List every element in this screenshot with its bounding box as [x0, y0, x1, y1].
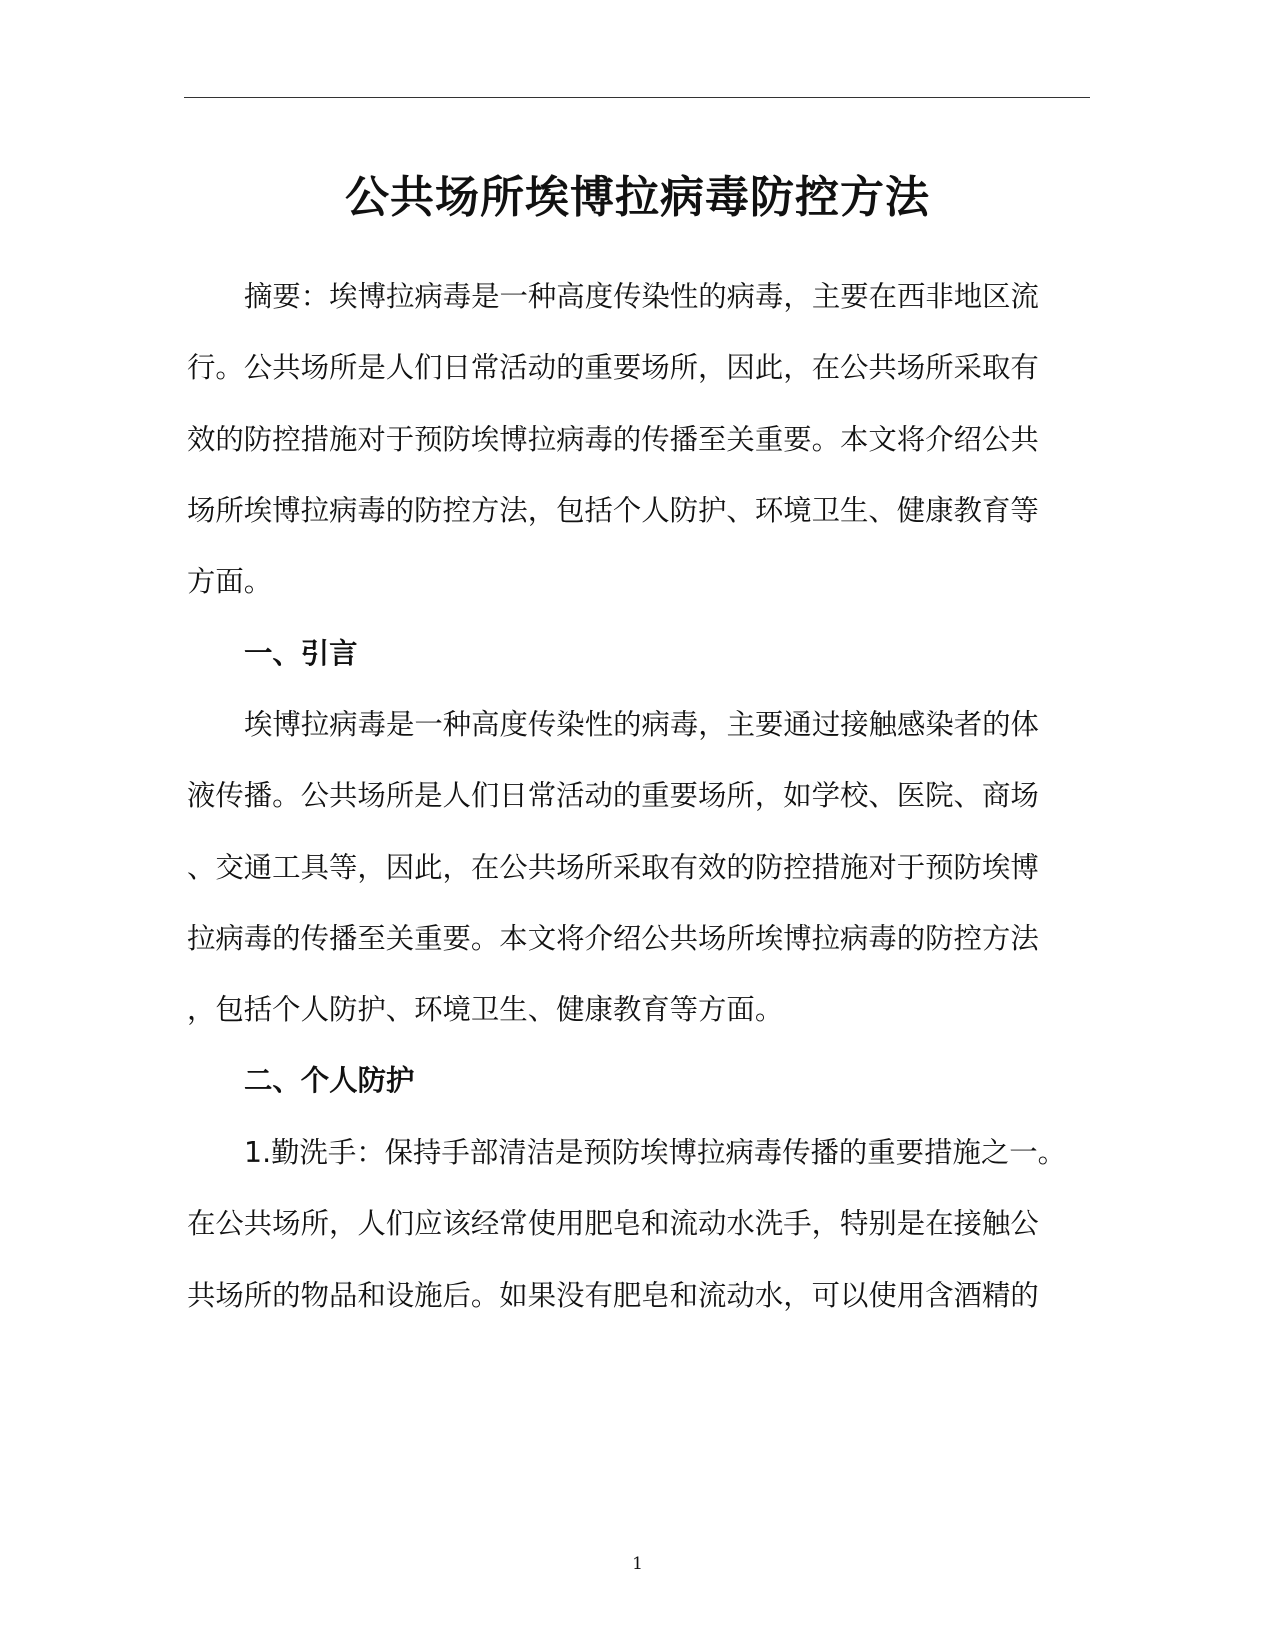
paragraph-line: 在公共场所，人们应该经常使用肥皂和流动水洗手，特别是在接触公 [187, 1207, 1039, 1240]
paragraph-line: 、交通工具等，因此，在公共场所采取有效的防控措施对于预防埃博 [187, 851, 1039, 884]
abstract-line: 行。公共场所是人们日常活动的重要场所，因此，在公共场所采取有 [187, 351, 1039, 384]
document-title: 公共场所埃博拉病毒防控方法 [345, 172, 930, 223]
paragraph-line: 拉病毒的传播至关重要。本文将介绍公共场所埃博拉病毒的防控方法 [187, 922, 1039, 955]
abstract-line: 方面。 [187, 565, 273, 598]
paragraph-line: 1.勤洗手：保持手部清洁是预防埃博拉病毒传播的重要措施之一。 [244, 1136, 1067, 1169]
paragraph-line: ，包括个人防护、环境卫生、健康教育等方面。 [187, 993, 784, 1026]
header-rule [184, 97, 1090, 98]
paragraph-line: 埃博拉病毒是一种高度传染性的病毒，主要通过接触感染者的体 [244, 708, 1039, 741]
abstract-line: 摘要：埃博拉病毒是一种高度传染性的病毒，主要在西非地区流 [244, 280, 1039, 313]
section-heading: 一、引言 [244, 637, 358, 670]
abstract-line: 效的防控措施对于预防埃博拉病毒的传播至关重要。本文将介绍公共 [187, 423, 1039, 456]
page-number: 1 [632, 1554, 643, 1574]
section-heading: 二、个人防护 [244, 1064, 415, 1097]
paragraph-line: 共场所的物品和设施后。如果没有肥皂和流动水，可以使用含酒精的 [187, 1279, 1039, 1312]
paragraph-line: 液传播。公共场所是人们日常活动的重要场所，如学校、医院、商场 [187, 779, 1039, 812]
abstract-line: 场所埃博拉病毒的防控方法，包括个人防护、环境卫生、健康教育等 [187, 494, 1039, 527]
